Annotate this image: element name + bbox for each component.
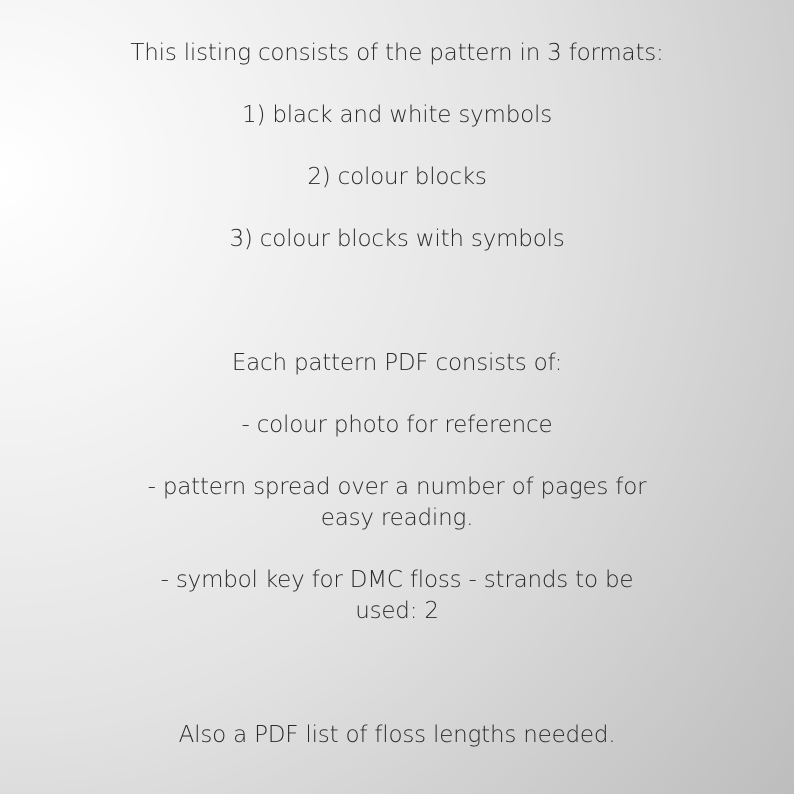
format-item-1: 1) black and white symbols	[242, 102, 552, 128]
pdf-item-pattern-line-2: easy reading.	[320, 505, 474, 531]
pdf-item-pattern-line-1: - pattern spread over a number of pages for	[147, 474, 647, 500]
pdf-item-key-line-2: used: 2	[355, 598, 439, 624]
format-item-2: 2) colour blocks	[307, 164, 487, 190]
format-item-3: 3) colour blocks with symbols	[229, 226, 565, 252]
pdf-item-key-line-1: - symbol key for DMC floss - strands to be	[160, 567, 634, 593]
pdf-heading: Each pattern PDF consists of:	[231, 350, 563, 376]
pdf-item-photo: - colour photo for reference	[241, 412, 553, 438]
footer-text: Also a PDF list of floss lengths needed.	[178, 722, 616, 748]
intro-text: This listing consists of the pattern in 3 formats:	[130, 40, 664, 66]
